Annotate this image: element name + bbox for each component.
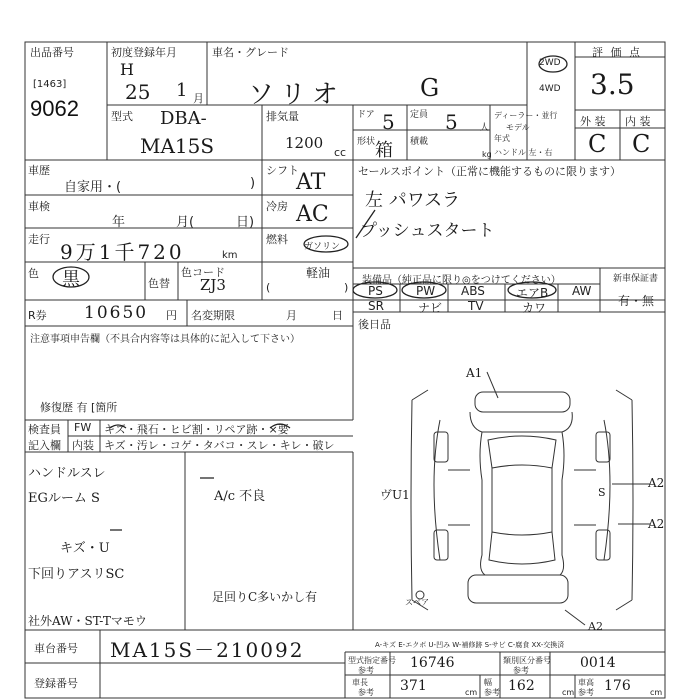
cert-label: 新車保証書	[613, 274, 659, 284]
length-unit: cm	[465, 688, 478, 697]
reg-year-label: 初度登録年月	[111, 46, 177, 59]
after-day-label: 後日品	[358, 318, 391, 331]
color-code: ZJ3	[200, 276, 226, 294]
diagram-legend: A-キズ E-エクボ U-凹み W-補修跡 S-サビ C-腐食 XX-交換済	[375, 641, 565, 649]
exterior-grade: C	[588, 130, 607, 158]
checker-label1: 検査員	[28, 423, 61, 436]
height-ref: 参考	[578, 688, 594, 697]
shift-value: AT	[296, 170, 326, 195]
remark-7: 社外AW・ST-Tマモウ	[28, 614, 147, 628]
equip-abs: ABS	[461, 284, 485, 298]
spare-label: スペア	[405, 598, 429, 607]
diagram-label-s: S	[598, 486, 606, 499]
model: MA15S	[140, 134, 215, 158]
kg-unit: kg	[482, 150, 492, 159]
recycle-value: 10650	[84, 303, 149, 323]
diagram-label-a2-upper: A2	[648, 476, 665, 490]
checker-fw: FW	[74, 421, 92, 434]
name-change-day: 日	[332, 309, 343, 322]
drive-2wd: 2WD	[539, 58, 561, 68]
width-ref: 参考	[484, 688, 500, 697]
sales-point-line2: プッシュスタート	[360, 221, 495, 241]
mileage-label: 走行	[28, 233, 50, 246]
recycle-label: R券	[28, 309, 47, 322]
displacement-label: 排気量	[266, 110, 299, 123]
equipment-label: 装備品（純正品に限り◎をつけてください）	[362, 275, 561, 286]
chassis-value: MA15S－210092	[110, 638, 305, 662]
usage-label: 車歴	[28, 164, 50, 177]
doors: 5	[382, 110, 395, 134]
score-label: 評 価 点	[592, 46, 642, 59]
load-label: 積載	[410, 137, 429, 147]
width-unit: cm	[562, 688, 575, 697]
capacity: 5	[445, 110, 458, 134]
remark-1: ハンドルスレ	[28, 466, 106, 481]
sales-point-label: セールスポイント（正常に機能するものに限ります）	[358, 165, 622, 178]
ac-label: 冷房	[266, 200, 288, 213]
type-no: 16746	[410, 655, 455, 671]
inspection-day: 日)	[236, 215, 255, 230]
inspection-month: 月(	[176, 215, 195, 230]
model-year-label: モデル	[506, 123, 530, 132]
era: H	[120, 60, 134, 79]
remark-5: 下回りアスリSC	[28, 567, 125, 582]
equip-sr: SR	[368, 299, 384, 313]
usage-value: 自家用・(	[64, 180, 122, 195]
sheet-border	[25, 42, 665, 698]
recycle-unit: 円	[166, 309, 177, 322]
equip-tv: TV	[468, 299, 484, 313]
mileage-value: 9万1千720	[60, 240, 185, 264]
height-label: 車高	[578, 678, 594, 687]
import-label: ディーラー・並行	[494, 111, 558, 120]
lot-no-label: 出品番号	[30, 46, 74, 59]
width-label: 幅	[484, 678, 492, 687]
color-value: 黒	[62, 269, 80, 290]
width-value: 162	[508, 678, 535, 694]
repair-history: 修復歴 有 [箇所	[40, 401, 118, 414]
drive-4wd: 4WD	[539, 84, 561, 94]
diagram-label-a1: A1	[466, 366, 483, 380]
body: 箱	[375, 140, 393, 161]
reg-month: 1	[176, 80, 188, 101]
height-value: 176	[604, 678, 631, 694]
class-no-label: 類別区分番号	[503, 656, 551, 665]
year-type-label: 年式	[494, 134, 510, 143]
fuel-gasoline: ガソリン	[304, 242, 341, 252]
height-unit: cm	[650, 688, 663, 697]
model-label: 型式	[111, 110, 133, 123]
car-diagram	[411, 372, 650, 625]
month-unit: 月	[193, 92, 204, 105]
chassis-label: 車台番号	[34, 642, 78, 655]
ac-value: AC	[296, 202, 329, 227]
checker-label2: 記入欄	[28, 439, 61, 452]
equip-aw: AW	[572, 284, 592, 298]
grade: G	[420, 74, 440, 102]
equip-ps: PS	[368, 284, 383, 298]
remark-3: A/c 不良	[214, 489, 266, 504]
model-prefix: DBA-	[160, 108, 207, 129]
checker-interior-items: キズ・汚レ・コゲ・タバコ・スレ・キレ・破レ	[104, 439, 335, 452]
body-label: 形状	[357, 137, 376, 147]
person-unit: 人	[480, 123, 490, 133]
equip-airbag: エアB	[516, 286, 549, 300]
mileage-unit: km	[222, 250, 238, 261]
doors-label: ドア	[357, 110, 375, 120]
lot-no: 9062	[30, 96, 79, 121]
length-ref: 参考	[358, 688, 374, 697]
equip-navi: ナビ	[418, 301, 443, 315]
checker-interior: 内装	[72, 439, 94, 452]
inspection-year: 年	[112, 215, 126, 230]
checker-fw-items: キズ・飛石・ヒビ割・リペア跡・×要	[104, 423, 289, 436]
handle-label: ハンドル 左・右	[494, 148, 553, 157]
length-value: 371	[400, 678, 427, 694]
equip-leather: カワ	[522, 301, 547, 315]
fuel-diesel: 軽油	[306, 266, 331, 280]
car-name: ソリオ	[248, 80, 344, 110]
remark-6: 足回りC多いかし有	[212, 590, 318, 604]
cc-unit: cc	[334, 146, 347, 159]
registration-label: 登録番号	[34, 677, 78, 690]
shift-label: シフト	[266, 164, 299, 177]
score: 3.5	[590, 68, 635, 101]
remark-4: キズ・U	[60, 541, 110, 556]
displacement: 1200	[285, 134, 324, 152]
lot-code: [1463]	[33, 79, 67, 90]
class-no-ref: 参考	[513, 666, 529, 675]
interior-grade: C	[632, 130, 651, 158]
cert-value: 有・無	[618, 294, 655, 308]
reg-year: 25	[125, 80, 151, 104]
color-change-label: 色替	[148, 277, 170, 290]
notes-label: 注意事項申告欄（不具合内容等は具体的に記入して下さい）	[30, 334, 300, 345]
type-no-ref: 参考	[358, 666, 374, 675]
fuel-label: 燃料	[266, 233, 288, 246]
interior-label: 内 装	[625, 115, 651, 128]
inspection-label: 車検	[28, 200, 50, 213]
capacity-label: 定員	[410, 110, 429, 120]
name-change-label: 名変期限	[191, 309, 235, 322]
type-no-label: 型式指定番号	[348, 656, 396, 665]
equip-pw: PW	[416, 284, 436, 298]
name-change-month: 月	[286, 309, 297, 322]
sales-point-line1: 左 パワスラ	[365, 190, 461, 211]
exterior-label: 外 装	[580, 115, 606, 128]
remark-2: EGルーム S	[28, 491, 100, 506]
car-name-label: 車名・グレード	[212, 46, 289, 59]
diagram-label-u1: ヴU1	[380, 488, 410, 502]
fuel-close: )	[344, 281, 349, 294]
fuel-open: (	[266, 281, 271, 294]
color-label: 色	[28, 267, 39, 280]
diagram-label-a2-lower: A2	[648, 517, 665, 531]
color-code-label: 色コード	[181, 266, 225, 279]
length-label: 車長	[352, 678, 368, 687]
usage-close: )	[250, 176, 256, 191]
diagram-label-a2-bottom: A2	[588, 620, 603, 633]
class-no: 0014	[580, 655, 616, 671]
